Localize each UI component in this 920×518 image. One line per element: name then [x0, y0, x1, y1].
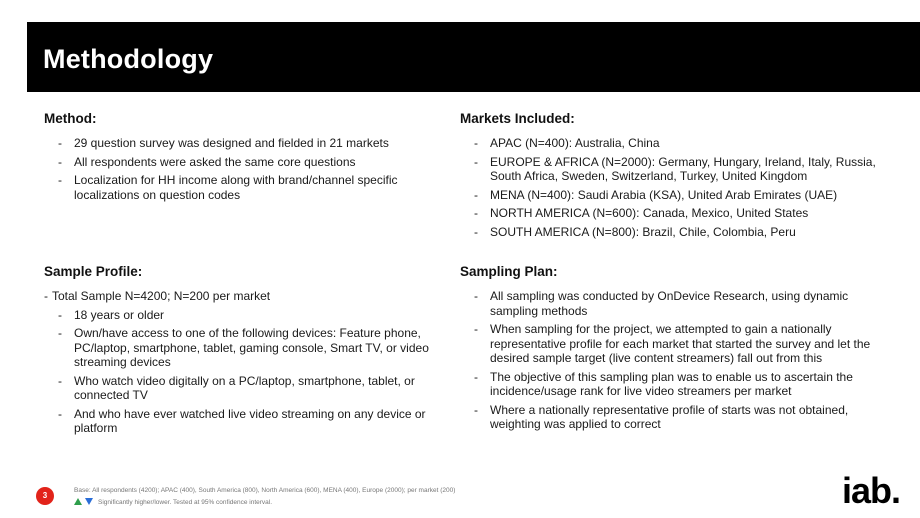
triangle-down-icon	[85, 498, 93, 505]
triangle-up-icon	[74, 498, 82, 505]
page-title: Methodology	[43, 44, 214, 74]
list-item: - Who watch video digitally on a PC/laptop, smartphone, tablet, or connected TV	[44, 374, 439, 403]
significance-note	[74, 498, 272, 506]
list-item: - Total Sample N=4200; N=200 per market	[44, 289, 439, 304]
base-note: Base: All respondents (4200); APAC (400), South America (800), North America (600), MENA (400), Europe (2000); per market (200)	[74, 487, 456, 494]
method-list	[44, 136, 439, 202]
sampling-list	[460, 289, 890, 432]
profile-heading: Sample Profile:	[44, 264, 143, 279]
list-item: - NORTH AMERICA (N=600): Canada, Mexico, United States	[460, 206, 890, 221]
list-item: - And who have ever watched live video streaming on any device or platform	[44, 407, 439, 436]
markets-panel	[460, 111, 890, 243]
markets-list	[460, 136, 890, 239]
profile-list	[44, 289, 439, 436]
list-item: - APAC (N=400): Australia, China	[460, 136, 890, 151]
list-item: - MENA (N=400): Saudi Arabia (KSA), United Arab Emirates (UAE)	[460, 188, 890, 203]
sampling-panel	[460, 264, 890, 436]
list-item: - 29 question survey was designed and fielded in 21 markets	[44, 136, 439, 151]
list-item: - SOUTH AMERICA (N=800): Brazil, Chile, Colombia, Peru	[460, 225, 890, 240]
profile-panel	[44, 264, 439, 440]
markets-heading: Markets Included:	[460, 111, 575, 126]
list-item: - EUROPE & AFRICA (N=2000): Germany, Hungary, Ireland, Italy, Russia, South Africa, Sweden, Switzerland, Turkey, United Kingdom	[460, 155, 890, 184]
list-item: - Localization for HH income along with brand/channel specific localizations on question codes	[44, 173, 439, 202]
significance-text: Significantly higher/lower. Tested at 95% confidence interval.	[98, 499, 273, 506]
list-item: - When sampling for the project, we attempted to gain a nationally representative profile for each market that started the survey and let the desired sample target (live content streamers) fall out from this	[460, 322, 890, 366]
method-heading: Method:	[44, 111, 97, 126]
page-number: 3	[36, 487, 54, 505]
list-item: - Own/have access to one of the following devices: Feature phone, PC/laptop, smartphone, tablet, gaming console, Smart TV, or video streaming devices	[44, 326, 439, 370]
method-panel	[44, 111, 439, 206]
title-bar	[27, 22, 920, 92]
iab-logo: iab.	[842, 470, 901, 511]
list-item: - 18 years or older	[44, 308, 439, 323]
list-item: - The objective of this sampling plan was to enable us to ascertain the incidence/usage rank for live video streamers per market	[460, 370, 890, 399]
sampling-heading: Sampling Plan:	[460, 264, 558, 279]
list-item: - Where a nationally representative profile of starts was not obtained, weighting was applied to correct	[460, 403, 890, 432]
list-item: - All sampling was conducted by OnDevice Research, using dynamic sampling methods	[460, 289, 890, 318]
list-item: - All respondents were asked the same core questions	[44, 155, 439, 170]
